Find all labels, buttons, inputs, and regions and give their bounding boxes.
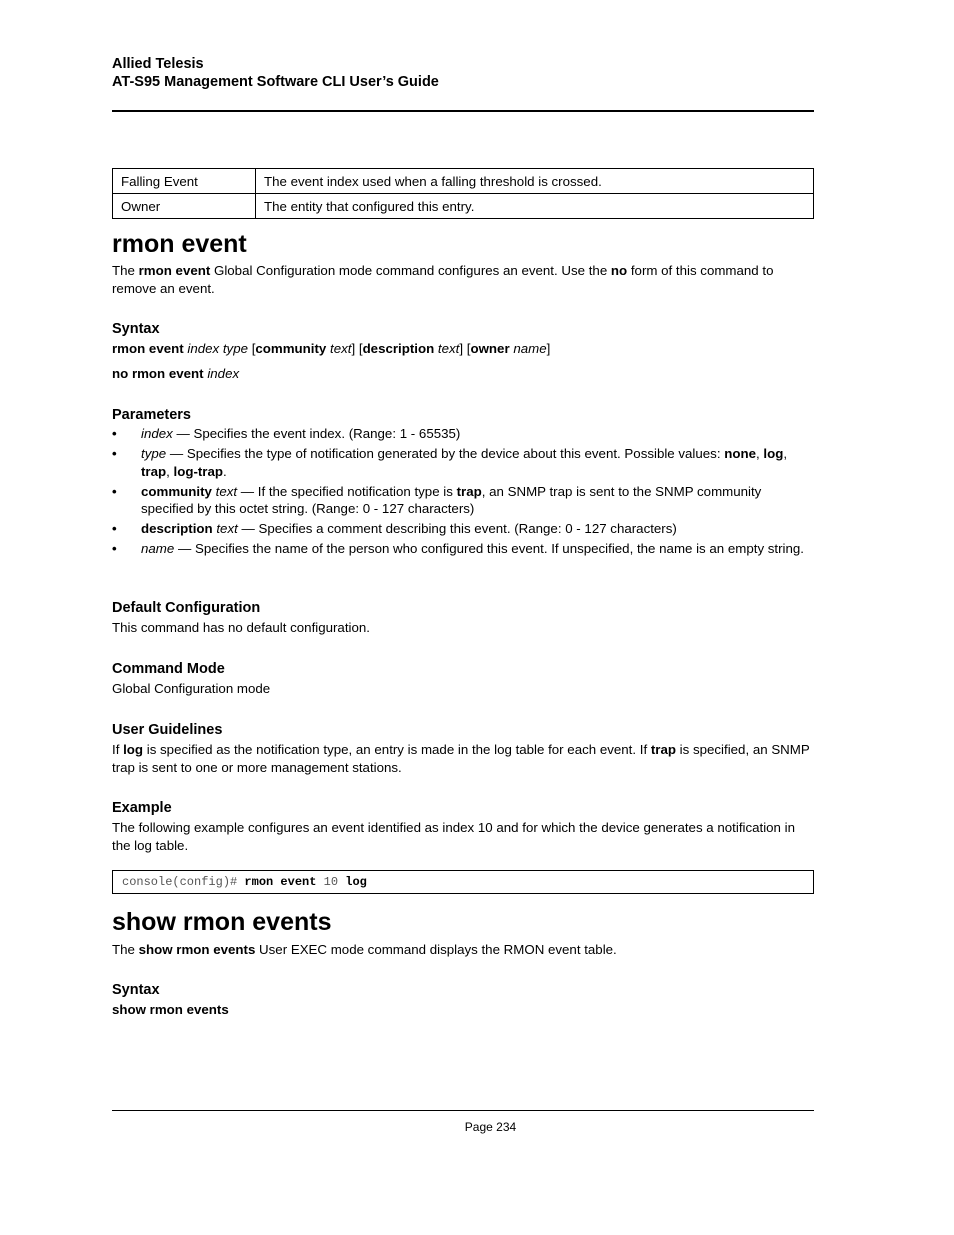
list-item [112, 425, 814, 443]
keyword: owner [470, 341, 510, 356]
bullet: • [112, 483, 117, 499]
syntax-line [112, 1001, 814, 1019]
text: , [166, 463, 174, 479]
syntax-line-no [112, 365, 814, 383]
value: log [123, 742, 144, 757]
value: trap [141, 463, 167, 479]
parameter-name: description [141, 521, 213, 536]
table-cell-field: Owner [113, 194, 256, 219]
company-name: Allied Telesis [112, 56, 204, 72]
text: ] [546, 341, 551, 356]
text: The [112, 942, 139, 957]
syntax-heading: Syntax [112, 321, 160, 337]
keyword-no: no [610, 263, 628, 278]
keyword: community [255, 341, 327, 356]
section-title-show-rmon-events: show rmon events [112, 908, 332, 936]
command-name: rmon event [112, 341, 184, 356]
value: trap [650, 742, 676, 757]
command-mode-text: Global Configuration mode [112, 681, 271, 696]
bullet: • [112, 521, 117, 536]
text: , [783, 446, 788, 461]
argument: index type [183, 341, 248, 356]
text: , [755, 446, 764, 461]
header-divider [112, 110, 814, 112]
bullet: • [112, 426, 117, 441]
text: The [112, 263, 139, 278]
example-text: The following example configures an event identified as index 10 and for which the device generates a notification in the log table. [112, 820, 795, 853]
user-guidelines-heading: User Guidelines [112, 722, 223, 738]
user-guidelines-text [112, 741, 814, 776]
example-heading: Example [112, 800, 172, 816]
text: ] [ [459, 341, 471, 356]
parameter-name: type [141, 446, 167, 461]
keyword: description [362, 341, 435, 356]
table-cell-description: The event index used when a falling threshold is crossed. [256, 169, 814, 194]
default-configuration-text: This command has no default configuration. [112, 620, 370, 635]
text: is specified as the notification type, an entry is made in the log table for each event. If [143, 742, 651, 757]
table-cell-field: Falling Event [113, 169, 256, 194]
parameter-name: name [141, 541, 175, 556]
list-item [112, 483, 814, 518]
value: none [724, 446, 756, 461]
parameter-text: — Specifies the event index. (Range: 1 - 65535) [172, 426, 461, 441]
footer-divider [112, 1110, 814, 1111]
code-example-box [112, 870, 814, 894]
section-title-rmon-event: rmon event [112, 230, 247, 258]
keyword: log [345, 875, 367, 889]
parameter-name: index [141, 426, 173, 441]
text: User EXEC mode command displays the RMON event table. [255, 942, 617, 957]
table-row [113, 169, 814, 194]
value: log [763, 446, 784, 461]
rmon-event-intro [112, 262, 814, 297]
list-item [112, 540, 814, 558]
document-header [112, 55, 439, 91]
page-number: Page 234 [464, 1120, 517, 1134]
command-name: rmon event [138, 263, 211, 278]
syntax-heading: Syntax [112, 982, 160, 998]
syntax-line [112, 340, 814, 358]
parameter-text: — If the specified notification type is [237, 483, 457, 499]
console-prompt: console(config)# [122, 875, 245, 889]
argument: text [212, 521, 238, 536]
command-name: show rmon events [138, 942, 256, 957]
text: Global Configuration mode command configures an event. Use the [210, 263, 611, 278]
list-item [112, 445, 814, 480]
table-cell-description: The entity that configured this entry. [256, 194, 814, 219]
text: If [112, 742, 124, 757]
argument: text [326, 341, 352, 356]
text: form of this command to remove an event. [112, 263, 774, 296]
show-rmon-events-intro [112, 941, 814, 959]
text: is specified, an SNMP trap is sent to one or more management stations. [112, 742, 810, 775]
table-row [113, 194, 814, 219]
text: . [223, 463, 227, 479]
command-name: show rmon events [112, 1002, 229, 1017]
command-name: rmon event [244, 875, 317, 889]
command-mode-heading: Command Mode [112, 661, 225, 677]
list-item [112, 520, 814, 538]
parameter-name: community [141, 483, 212, 499]
value: trap [456, 483, 482, 499]
text: [ [248, 341, 256, 356]
parameter-text: — Specifies the type of notification generated by the device about this event. Possible values: [166, 446, 725, 461]
argument: text [211, 483, 238, 499]
previous-command-table [112, 168, 814, 219]
parameters-heading: Parameters [112, 407, 191, 423]
argument: index [203, 366, 240, 381]
parameter-text: — Specifies the name of the person who configured this event. If unspecified, the name is an empty string. [174, 541, 804, 556]
bullet: • [112, 446, 117, 461]
code-example [122, 875, 367, 889]
parameter-text: , an SNMP trap is sent to the SNMP community specified by this octet string. (Range: 0 - 127 characters) [141, 483, 762, 516]
argument: 10 [316, 875, 346, 889]
guide-title: AT-S95 Management Software CLI User’s Guide [112, 74, 439, 90]
parameter-text: — Specifies a comment describing this event. (Range: 0 - 127 characters) [237, 521, 677, 536]
command-name: no rmon event [112, 366, 204, 381]
text: ] [ [351, 341, 363, 356]
bullet: • [112, 541, 117, 556]
default-configuration-heading: Default Configuration [112, 600, 261, 616]
parameters-list [112, 425, 814, 560]
argument: text [434, 341, 460, 356]
value: log-trap [173, 463, 224, 479]
argument: name [509, 341, 547, 356]
